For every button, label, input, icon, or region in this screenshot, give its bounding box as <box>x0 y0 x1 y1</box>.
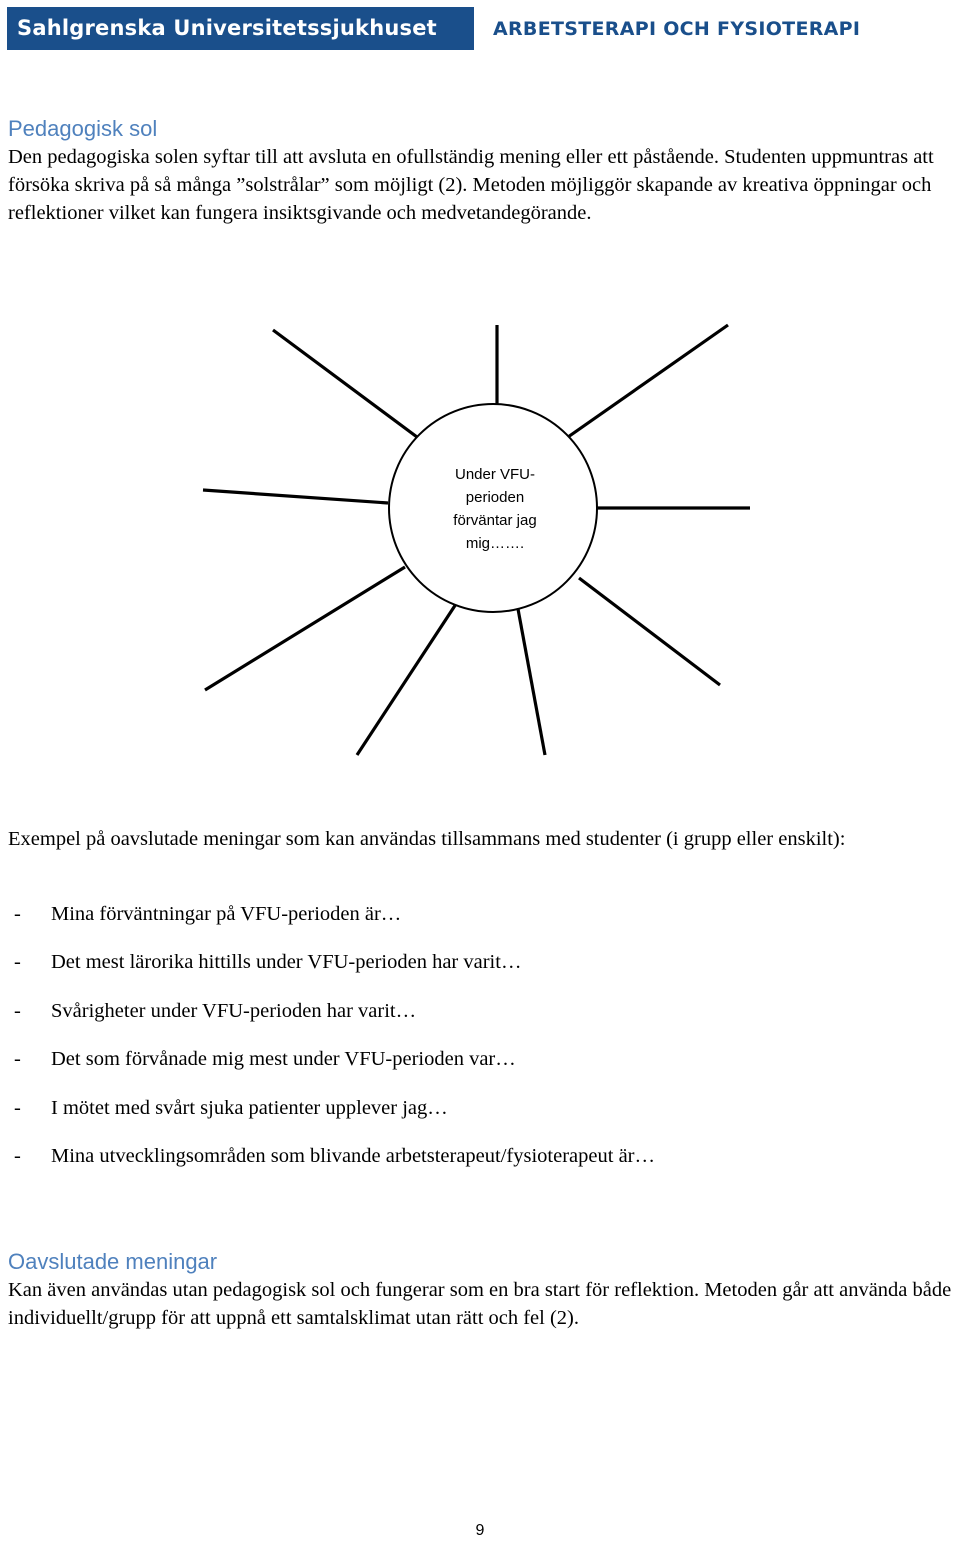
section-heading-pedagogisk-sol: Pedagogisk sol <box>8 116 158 141</box>
sun-center-line: förväntar jag <box>453 512 537 529</box>
list-dash: - <box>14 903 21 925</box>
list-item <box>14 1043 954 1091</box>
section-paragraph-pedagogisk-sol: Den pedagogiska solen syftar till att avsluta en ofullständig mening eller ett påstående. Studenten uppmuntras att försöka skriva på så många ”solstrålar” som möjligt (2). Metoden möjliggör skapande av kreativa öppningar och reflektioner vilket kan fungera insiktsgivande och medvetandegörande. <box>8 146 934 224</box>
list-item-text: Det som förvånade mig mest under VFU-perioden var… <box>51 1048 516 1071</box>
list-item-text: Mina förväntningar på VFU-perioden är… <box>51 903 402 925</box>
sun-ray <box>205 567 405 690</box>
sun-ray <box>357 604 456 755</box>
sun-ray <box>579 578 720 685</box>
section-paragraph-oavslutade-meningar: Kan även användas utan pedagogisk sol och fungerar som en bra start för reflektion. Metoden går att använda både individuellt/grupp för att uppnå ett samtalsklimat utan rätt och fel (2). <box>8 1279 952 1329</box>
list-item-text: I mötet med svårt sjuka patienter upplever jag… <box>51 1096 448 1119</box>
list-dash: - <box>14 1096 21 1119</box>
department-title: ARBETSTERAPI OCH FYSIOTERAPI <box>493 18 861 40</box>
list-item <box>14 898 954 946</box>
examples-intro: Exempel på oavslutade meningar som kan användas tillsammans med studenter (i grupp eller enskilt): <box>8 828 846 850</box>
sun-center-line: Under VFU- <box>454 466 536 483</box>
sun-ray <box>568 325 728 437</box>
list-dash: - <box>14 951 21 974</box>
page-number: 9 <box>475 1522 485 1539</box>
list-item <box>14 1092 954 1140</box>
sun-center-text <box>420 463 570 555</box>
sun-center-line: perioden <box>465 489 525 506</box>
list-item-text: Mina utvecklingsområden som blivande arbetsterapeut/fysioterapeut är… <box>51 1144 655 1167</box>
list-item <box>14 995 954 1043</box>
sun-ray <box>518 609 545 755</box>
list-dash: - <box>14 1048 21 1071</box>
examples-list <box>14 898 954 1188</box>
list-item-text: Det mest lärorika hittills under VFU-perioden har varit… <box>51 951 522 974</box>
list-dash: - <box>14 1144 21 1167</box>
list-dash: - <box>14 999 21 1022</box>
list-item <box>14 946 954 994</box>
sun-center-line: mig……. <box>465 535 525 552</box>
hospital-name-banner: Sahlgrenska Universitetssjukhuset <box>7 7 474 50</box>
sun-ray <box>273 330 417 437</box>
list-item <box>14 1140 954 1188</box>
section-heading-oavslutade-meningar: Oavslutade meningar <box>8 1249 218 1274</box>
sun-ray <box>203 490 388 503</box>
list-item-text: Svårigheter under VFU-perioden har varit… <box>51 999 417 1022</box>
